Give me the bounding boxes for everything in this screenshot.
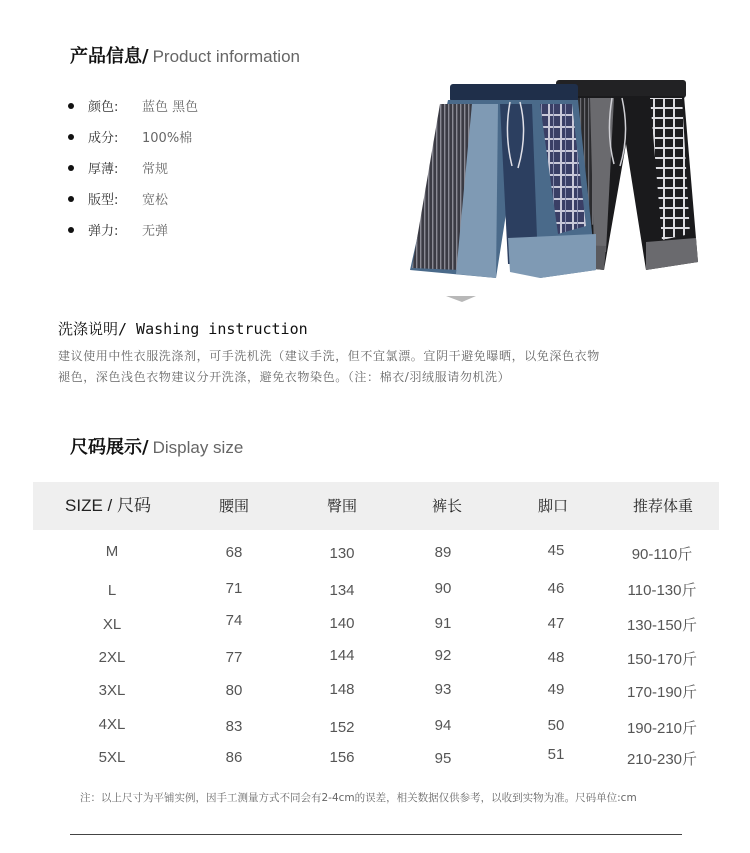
table-cell-size: L [107, 582, 117, 599]
attr-fit [68, 189, 168, 208]
table-cell-size: 2XL [98, 649, 126, 666]
table-cell-length: 91 [434, 615, 452, 632]
attr-label: 厚薄: [88, 162, 119, 177]
header-length: 裤长 [431, 497, 463, 515]
attr-material [68, 127, 192, 146]
table-cell-hem: 46 [547, 580, 565, 597]
table-cell-weight: 90-110斤 [631, 546, 693, 563]
blue-pants [410, 84, 596, 278]
header-hip: 臀围 [326, 497, 358, 515]
table-cell-hip: 144 [329, 647, 355, 664]
table-cell-waist: 83 [225, 718, 243, 735]
size-title [70, 433, 243, 459]
table-cell-waist: 86 [225, 749, 243, 766]
bullet-icon [68, 196, 74, 202]
washing-line-2: 褪色，深色浅色衣物建议分开洗涤，避免衣物染色。（注：棉衣/羽绒服请勿机洗） [58, 370, 511, 384]
size-title-en: Display size [152, 438, 244, 457]
table-cell-length: 92 [434, 647, 452, 664]
table-cell-weight: 130-150斤 [626, 617, 698, 634]
washing-text [58, 346, 718, 388]
size-table-header [33, 482, 719, 530]
product-info-title-en: Product information [152, 47, 300, 66]
size-title-cn: 尺码展示/ [70, 437, 149, 458]
table-cell-length: 94 [434, 717, 452, 734]
table-cell-hip: 152 [329, 719, 355, 736]
table-cell-size: 3XL [98, 682, 126, 699]
size-note: 注：以上尺寸为平铺实例，因手工测量方式不同会有2-4cm的误差，相关数据仅供参考，以收到实物为准。尺码单位:cm [80, 792, 637, 804]
header-size: SIZE / 尺码 [65, 496, 151, 515]
header-waist: 腰围 [218, 497, 250, 515]
table-cell-size: 5XL [98, 749, 126, 766]
table-cell-weight: 110-130斤 [627, 582, 697, 599]
washing-title: 洗涤说明/ Washing instruction [58, 320, 308, 338]
attr-value: 无弹 [142, 224, 169, 239]
bullet-icon [68, 103, 74, 109]
table-cell-hem: 48 [547, 649, 565, 666]
product-image [400, 74, 710, 306]
washing-line-1: 建议使用中性衣服洗涤剂，可手洗机洗（建议手洗，但不宜氯漂。宜阴干避免曝晒，以免深色衣物 [58, 349, 600, 363]
header-hem: 脚口 [537, 497, 569, 515]
product-info-title [70, 42, 300, 68]
table-cell-hip: 130 [329, 545, 355, 562]
table-cell-weight: 190-210斤 [626, 720, 698, 737]
table-cell-hem: 45 [547, 542, 565, 559]
attr-value: 100%棉 [142, 131, 193, 146]
attr-label: 成分: [88, 131, 119, 146]
attr-color [68, 96, 198, 115]
table-cell-waist: 68 [225, 544, 243, 561]
table-cell-hem: 51 [547, 746, 565, 763]
bullet-icon [68, 165, 74, 171]
table-cell-hem: 47 [547, 615, 565, 632]
header-weight: 推荐体重 [632, 497, 694, 515]
table-cell-hip: 140 [329, 615, 355, 632]
attr-value: 宽松 [142, 193, 169, 208]
table-cell-length: 90 [434, 580, 452, 597]
table-cell-hem: 50 [547, 717, 565, 734]
table-cell-hem: 49 [547, 681, 565, 698]
table-cell-length: 95 [434, 750, 452, 767]
attr-label: 弹力: [88, 224, 119, 239]
table-cell-waist: 77 [225, 649, 243, 666]
attr-value: 常规 [142, 162, 169, 177]
table-cell-hip: 148 [329, 681, 355, 698]
bullet-icon [68, 227, 74, 233]
table-cell-weight: 170-190斤 [626, 684, 698, 701]
table-cell-waist: 71 [225, 580, 243, 597]
table-cell-length: 89 [434, 544, 452, 561]
table-cell-waist: 80 [225, 682, 243, 699]
table-cell-hip: 156 [329, 749, 355, 766]
bullet-icon [68, 134, 74, 140]
table-cell-waist: 74 [225, 612, 243, 629]
attr-label: 版型: [88, 193, 119, 208]
attr-value: 蓝色 黑色 [142, 100, 199, 115]
product-info-title-cn: 产品信息/ [70, 46, 149, 67]
table-cell-length: 93 [434, 681, 452, 698]
bottom-divider [70, 834, 682, 835]
table-cell-hip: 134 [329, 582, 355, 599]
table-cell-size: M [105, 543, 119, 560]
attr-elasticity [68, 220, 168, 239]
attr-thickness [68, 158, 168, 177]
table-cell-size: 4XL [98, 716, 126, 733]
table-cell-size: XL [102, 616, 122, 633]
attr-label: 颜色: [88, 100, 119, 115]
table-cell-weight: 150-170斤 [626, 651, 698, 668]
table-cell-weight: 210-230斤 [626, 751, 698, 768]
image-shadow [446, 296, 476, 302]
